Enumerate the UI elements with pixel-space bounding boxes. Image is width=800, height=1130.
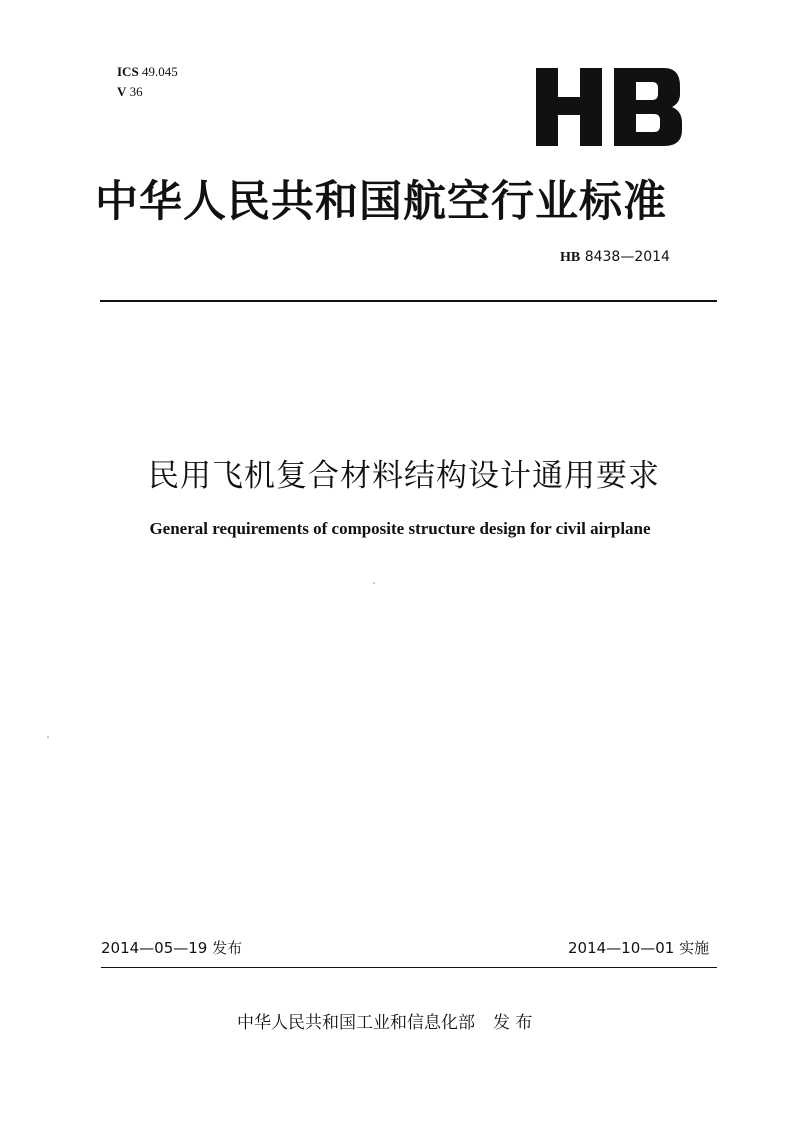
scan-speck — [373, 582, 375, 584]
ccs-line — [117, 82, 178, 102]
ccs-label: V — [117, 84, 127, 99]
standard-number-value: 8438—2014 — [584, 249, 670, 265]
implementation-date: 2014—10—01 实施 — [568, 939, 710, 957]
publisher-action: 发 布 — [493, 1013, 533, 1033]
ics-label: ICS — [117, 64, 139, 79]
classification-codes — [117, 62, 178, 102]
issue-date: 2014—05—19 发布 — [101, 939, 243, 957]
hb-logo — [536, 68, 682, 146]
ics-code: 49.045 — [141, 64, 178, 79]
publisher-line — [237, 1008, 532, 1033]
top-divider — [100, 300, 717, 302]
standard-number — [560, 249, 670, 266]
standard-number-prefix: HB — [560, 250, 581, 265]
document-title-chinese: 民用飞机复合材料结构设计通用要求 — [148, 458, 660, 494]
ccs-code: 36 — [129, 84, 143, 99]
scan-speck — [47, 736, 49, 738]
bottom-divider — [101, 967, 717, 968]
ics-line — [117, 62, 178, 82]
standard-title: 中华人民共和国航空行业标准 — [95, 177, 667, 227]
publisher-name: 中华人民共和国工业和信息化部 — [237, 1013, 475, 1033]
document-title-english: General requirements of composite structure design for civil airplane — [149, 519, 651, 538]
